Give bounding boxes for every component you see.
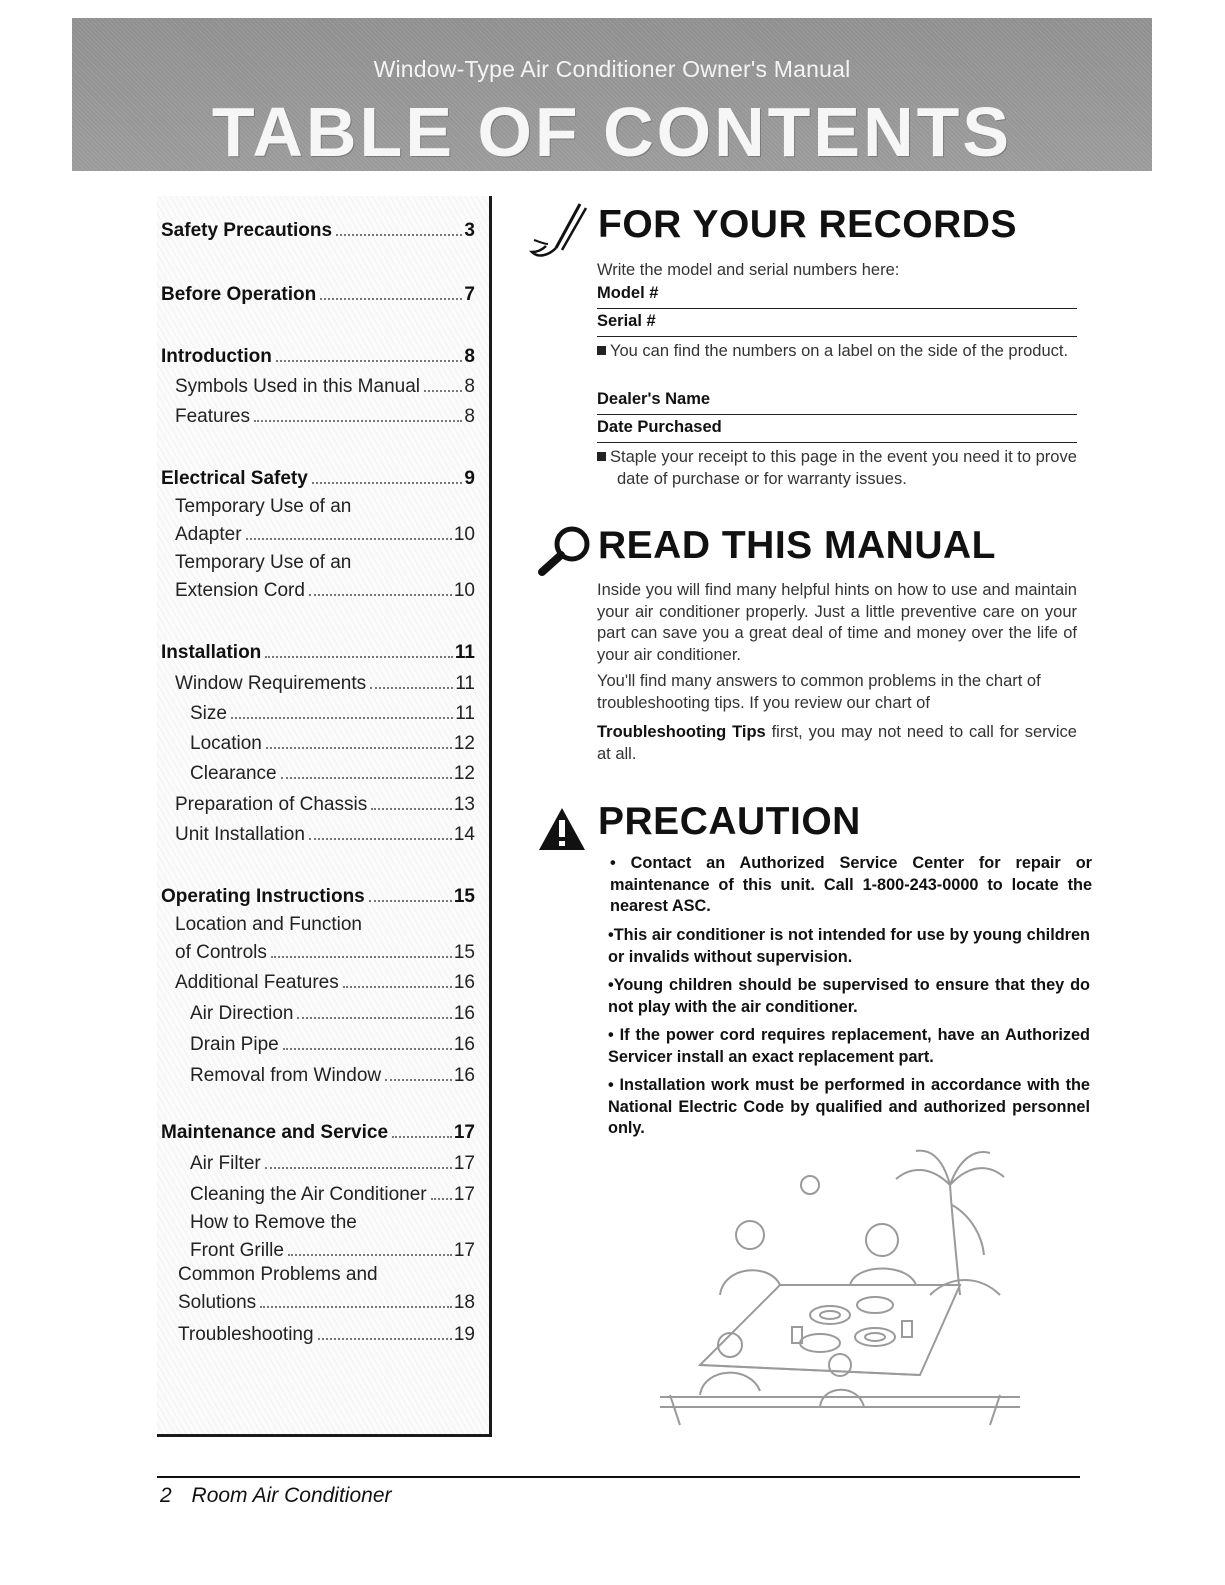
precaution-item: •Young children should be supervised to ensure that they do not play with the air conditioner. bbox=[608, 976, 1090, 1016]
toc-entry-preparation-of-chassis[interactable]: Preparation of Chassis 13 bbox=[175, 794, 475, 815]
square-bullet-icon bbox=[597, 346, 606, 355]
toc-entry-size[interactable]: Size 11 bbox=[190, 703, 475, 724]
leader-dots bbox=[309, 594, 452, 596]
square-bullet-icon bbox=[597, 452, 606, 461]
read-manual-heading: READ THIS MANUAL bbox=[598, 524, 996, 567]
toc-entry-electrical-safety[interactable]: Electrical Safety 9 bbox=[161, 468, 475, 489]
leader-dots bbox=[312, 482, 463, 484]
toc-entry-air-filter[interactable]: Air Filter 17 bbox=[190, 1153, 475, 1174]
toc-entry-operating-instructions[interactable]: Operating Instructions 15 bbox=[161, 886, 475, 907]
toc-entry-removal-from-window[interactable]: Removal from Window 16 bbox=[190, 1065, 475, 1086]
magnifier-icon bbox=[536, 524, 596, 576]
leader-dots bbox=[370, 687, 453, 689]
model-label: Model # bbox=[597, 284, 659, 302]
leader-dots bbox=[318, 1338, 452, 1340]
leader-dots bbox=[320, 298, 462, 300]
picnic-illustration bbox=[660, 1145, 1020, 1455]
precaution-item: • Contact an Authorized Service Center for repair or maintenance of this unit. Call 1-800-243-0000 to locate the nearest ASC. bbox=[610, 854, 1092, 915]
toc-entry-adapter[interactable]: Adapter 10 bbox=[175, 524, 475, 545]
records-note-2: Staple your receipt to this page in the event you need it to prove date of purchase or for warranty issues. bbox=[597, 447, 1099, 490]
leader-dots bbox=[266, 747, 452, 749]
records-intro: Write the model and serial numbers here: bbox=[597, 261, 900, 279]
leader-dots bbox=[265, 656, 453, 658]
leader-dots bbox=[431, 1198, 452, 1200]
toc-panel bbox=[157, 196, 492, 1437]
page-title: TABLE OF CONTENTS bbox=[211, 93, 1013, 171]
toc-entry-maintenance-and-service[interactable]: Maintenance and Service 17 bbox=[161, 1122, 475, 1143]
leader-dots bbox=[336, 234, 462, 236]
serial-number-field[interactable] bbox=[597, 312, 1077, 337]
toc-entry-troubleshooting[interactable]: Troubleshooting 19 bbox=[178, 1324, 475, 1345]
leader-dots bbox=[392, 1136, 452, 1138]
leader-dots bbox=[265, 1167, 452, 1169]
toc-entry-safety-precautions[interactable]: Safety Precautions 3 bbox=[161, 220, 475, 241]
toc-entry-grille-line1: How to Remove the bbox=[190, 1212, 357, 1233]
toc-entry-problems-line1: Common Problems and bbox=[178, 1264, 378, 1285]
serial-label: Serial # bbox=[597, 312, 656, 330]
model-number-field[interactable] bbox=[597, 284, 1077, 309]
leader-dots bbox=[246, 538, 452, 540]
leader-dots bbox=[260, 1306, 452, 1308]
header-banner bbox=[72, 18, 1152, 171]
read-manual-paragraph-2: You'll find many answers to common problems in the chart of troubleshooting tips. If you review our chart of bbox=[597, 672, 1041, 712]
precaution-item: • If the power cord requires replacement, have an Authorized Servicer install an exact replacement part. bbox=[608, 1026, 1090, 1066]
leader-dots bbox=[371, 808, 452, 810]
read-manual-paragraph-3: Troubleshooting Tips first, you may not need to call for service at all. bbox=[597, 723, 1077, 763]
leader-dots bbox=[297, 1017, 451, 1019]
precaution-item: •This air conditioner is not intended for use by young children or invalids without supervision. bbox=[608, 926, 1090, 966]
date-label: Date Purchased bbox=[597, 418, 722, 436]
leader-dots bbox=[283, 1048, 452, 1050]
leader-dots bbox=[288, 1254, 452, 1256]
leader-dots bbox=[271, 956, 452, 958]
toc-entry-before-operation[interactable]: Before Operation 7 bbox=[161, 284, 475, 305]
leader-dots bbox=[231, 717, 453, 719]
toc-entry-location[interactable]: Location 12 bbox=[190, 733, 475, 754]
toc-entry-air-direction[interactable]: Air Direction 16 bbox=[190, 1003, 475, 1024]
toc-entry-drain-pipe[interactable]: Drain Pipe 16 bbox=[190, 1034, 475, 1055]
toc-entry-features[interactable]: Features 8 bbox=[175, 406, 475, 427]
records-note-1: You can find the numbers on a label on the side of the product. bbox=[597, 341, 1099, 363]
toc-entry-installation[interactable]: Installation 11 bbox=[161, 642, 475, 663]
page-footer bbox=[160, 1484, 392, 1508]
leader-dots bbox=[276, 360, 463, 362]
toc-entry-controls[interactable]: of Controls 15 bbox=[175, 942, 475, 963]
dealer-label: Dealer's Name bbox=[597, 390, 711, 408]
precaution-item: • Installation work must be performed in accordance with the National Electric Code by qualified and authorized personnel only. bbox=[608, 1076, 1090, 1137]
footer-rule bbox=[157, 1476, 1080, 1478]
toc-entry-extension-cord[interactable]: Extension Cord 10 bbox=[175, 580, 475, 601]
page-number: 2 bbox=[160, 1484, 172, 1507]
leader-dots bbox=[385, 1079, 452, 1081]
leader-dots bbox=[309, 838, 452, 840]
toc-entry-front-grille[interactable]: Front Grille 17 bbox=[190, 1240, 475, 1261]
leader-dots bbox=[369, 900, 452, 902]
toc-entry-symbols[interactable]: Symbols Used in this Manual 8 bbox=[175, 376, 475, 397]
precaution-heading: PRECAUTION bbox=[598, 800, 861, 843]
toc-entry-window-requirements[interactable]: Window Requirements 11 bbox=[175, 673, 475, 694]
read-manual-paragraph-1: Inside you will find many helpful hints on how to use and maintain your air conditioner properly. Just a little preventive care on your part can save you a great deal of time and money over the life of your air conditioner. bbox=[597, 581, 1077, 664]
toc-entry-solutions[interactable]: Solutions 18 bbox=[178, 1292, 475, 1313]
warning-icon bbox=[537, 806, 587, 852]
leader-dots bbox=[424, 390, 462, 392]
leader-dots bbox=[343, 986, 452, 988]
footer-title: Room Air Conditioner bbox=[191, 1484, 392, 1507]
leader-dots bbox=[254, 420, 462, 422]
toc-entry-extension-line1: Temporary Use of an bbox=[175, 552, 352, 573]
toc-entry-unit-installation[interactable]: Unit Installation 14 bbox=[175, 824, 475, 845]
dealer-name-field[interactable] bbox=[597, 390, 1077, 415]
manual-subtitle: Window-Type Air Conditioner Owner's Manual bbox=[373, 56, 851, 82]
toc-entry-controls-line1: Location and Function bbox=[175, 914, 362, 935]
leader-dots bbox=[281, 777, 452, 779]
toc-entry-adapter-line1: Temporary Use of an bbox=[175, 496, 352, 517]
toc-entry-additional-features[interactable]: Additional Features 16 bbox=[175, 972, 475, 993]
pen-icon bbox=[528, 200, 590, 262]
toc-entry-clearance[interactable]: Clearance 12 bbox=[190, 763, 475, 784]
date-purchased-field[interactable] bbox=[597, 418, 1077, 443]
toc-entry-cleaning[interactable]: Cleaning the Air Conditioner 17 bbox=[190, 1184, 475, 1205]
records-heading: FOR YOUR RECORDS bbox=[598, 203, 1017, 246]
toc-entry-introduction[interactable]: Introduction 8 bbox=[161, 346, 475, 367]
